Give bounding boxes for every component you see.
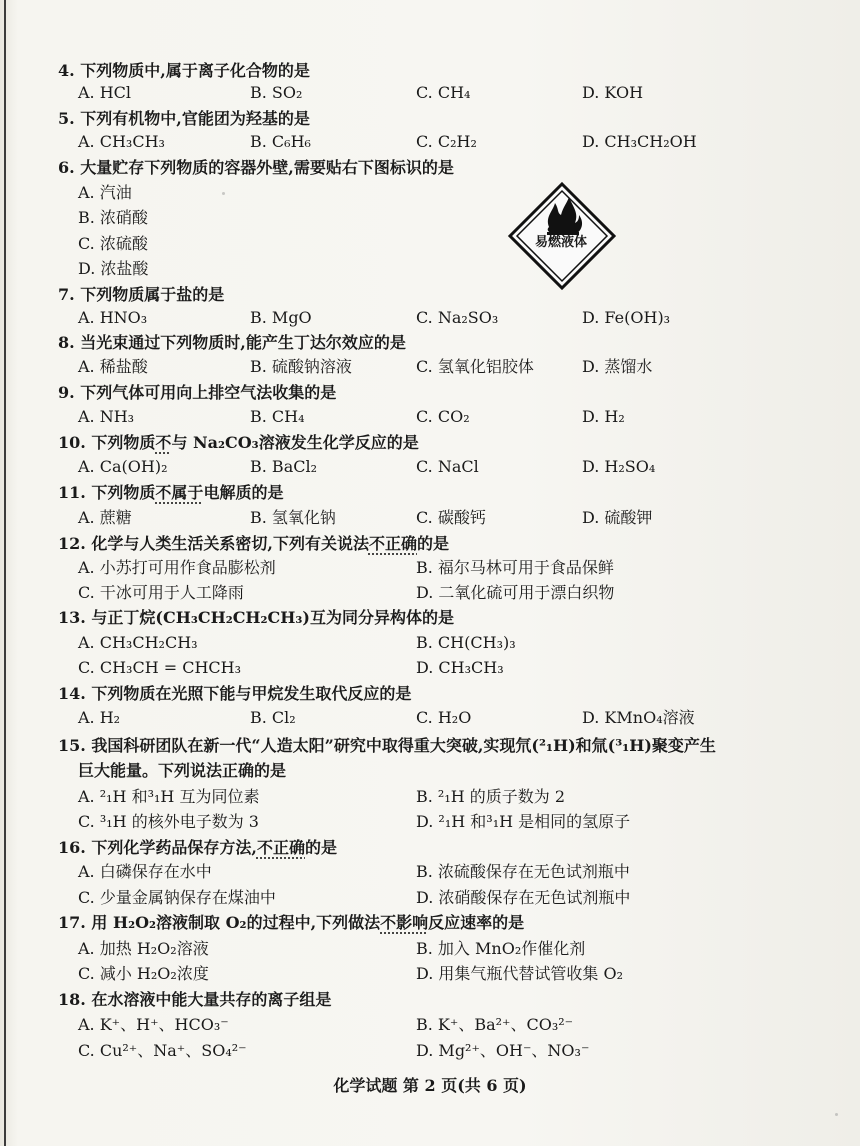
paper-speck bbox=[835, 1113, 838, 1116]
option-d: D. CH₃CH₂OH bbox=[582, 132, 697, 151]
option-b: B. MgO bbox=[250, 308, 312, 327]
option-b: B. BaCl₂ bbox=[250, 457, 317, 476]
question-18-options-row1 bbox=[58, 1013, 838, 1037]
option-d: D. 浓盐酸 bbox=[78, 259, 149, 278]
emphasis-text: 不属于 bbox=[155, 483, 204, 502]
option-a: A. CH₃CH₂CH₃ bbox=[78, 633, 198, 652]
question-13-stem: 13. 与正丁烷(CH₃CH₂CH₂CH₃)互为同分异构体的是 bbox=[58, 608, 454, 627]
option-c: C. 氢氧化铝胶体 bbox=[416, 357, 534, 376]
option-d: D. KOH bbox=[582, 83, 644, 102]
option-a: A. 加热 H₂O₂溶液 bbox=[78, 939, 209, 958]
stem-text: 与 Na₂CO₃溶液发生化学反应的是 bbox=[171, 433, 419, 452]
option-c: C. Cu²⁺、Na⁺、SO₄²⁻ bbox=[78, 1041, 247, 1060]
option-a: A. HCl bbox=[78, 83, 132, 102]
emphasis-text: 不影响 bbox=[380, 913, 429, 932]
option-d: D. Fe(OH)₃ bbox=[582, 308, 671, 327]
question-15-stem-line2: 巨大能量。下列说法正确的是 bbox=[78, 761, 287, 780]
option-a: A. 白磷保存在水中 bbox=[78, 862, 212, 881]
question-5-stem: 5. 下列有机物中,官能团为羟基的是 bbox=[58, 109, 310, 128]
question-14-options bbox=[58, 706, 838, 730]
question-6-stem: 6. 大量贮存下列物质的容器外壁,需要贴右下图标识的是 bbox=[58, 158, 454, 177]
question-9-options bbox=[58, 405, 838, 429]
option-d: D. 硫酸钾 bbox=[582, 508, 653, 527]
option-a: A. Ca(OH)₂ bbox=[78, 457, 168, 476]
option-b: B. CH(CH₃)₃ bbox=[416, 633, 516, 652]
option-c: C. 减小 H₂O₂浓度 bbox=[78, 964, 209, 983]
option-a: A. HNO₃ bbox=[78, 308, 148, 327]
option-c: C. Na₂SO₃ bbox=[416, 308, 499, 327]
question-14-stem: 14. 下列物质在光照下能与甲烷发生取代反应的是 bbox=[58, 684, 412, 703]
option-d: D. KMnO₄溶液 bbox=[582, 708, 695, 727]
question-8-options bbox=[58, 355, 838, 379]
option-d: D. 用集气瓶代替试管收集 O₂ bbox=[416, 964, 624, 983]
question-6-option-a bbox=[58, 181, 838, 205]
option-b: B. 浓硝酸 bbox=[78, 208, 148, 227]
question-18-options-row2 bbox=[58, 1039, 838, 1063]
option-d: D. ²₁H 和³₁H 是相同的氢原子 bbox=[416, 812, 631, 831]
question-6-option-d bbox=[58, 257, 838, 281]
stem-text: 17. 用 H₂O₂溶液制取 O₂的过程中,下列做法 bbox=[58, 913, 381, 932]
option-b: B. K⁺、Ba²⁺、CO₃²⁻ bbox=[416, 1015, 574, 1034]
option-a: A. ²₁H 和³₁H 互为同位素 bbox=[78, 787, 260, 806]
question-10-stem bbox=[58, 431, 419, 455]
option-c: C. NaCl bbox=[416, 457, 479, 476]
option-c: C. ³₁H 的核外电子数为 3 bbox=[78, 812, 259, 831]
stem-text: 反应速率的是 bbox=[428, 913, 525, 932]
option-b: B. 福尔马林可用于食品保鲜 bbox=[416, 558, 614, 577]
option-b: B. C₆H₆ bbox=[250, 132, 311, 151]
question-5-options bbox=[58, 130, 838, 154]
question-16-options-row1 bbox=[58, 860, 838, 884]
question-6-option-c bbox=[58, 232, 838, 256]
question-4-stem: 4. 下列物质中,属于离子化合物的是 bbox=[58, 61, 310, 80]
option-d: D. 浓硝酸保存在无色试剂瓶中 bbox=[416, 888, 631, 907]
option-c: C. CO₂ bbox=[416, 407, 470, 426]
question-17-stem bbox=[58, 911, 524, 935]
question-13-options-row1 bbox=[58, 631, 838, 655]
question-12-options-row2 bbox=[58, 581, 838, 605]
option-c: C. H₂O bbox=[416, 708, 472, 727]
option-b: B. 浓硫酸保存在无色试剂瓶中 bbox=[416, 862, 630, 881]
question-17-options-row1 bbox=[58, 937, 838, 961]
option-b: B. 加入 MnO₂作催化剂 bbox=[416, 939, 586, 958]
option-b: B. 氢氧化钠 bbox=[250, 508, 336, 527]
question-6-option-b bbox=[58, 206, 838, 230]
stem-text: 11. 下列物质 bbox=[58, 483, 156, 502]
question-16-options-row2 bbox=[58, 886, 838, 910]
emphasis-text: 不正确 bbox=[368, 534, 417, 553]
page-edge-line bbox=[4, 0, 6, 1146]
option-c: C. CH₃CH = CHCH₃ bbox=[78, 658, 242, 677]
option-c: C. 干冰可用于人工降雨 bbox=[78, 583, 244, 602]
question-13-options-row2 bbox=[58, 656, 838, 680]
option-a: A. K⁺、H⁺、HCO₃⁻ bbox=[78, 1015, 229, 1034]
question-12-stem bbox=[58, 532, 449, 556]
option-b: B. CH₄ bbox=[250, 407, 305, 426]
question-8-stem: 8. 当光束通过下列物质时,能产生丁达尔效应的是 bbox=[58, 333, 406, 352]
option-a: A. H₂ bbox=[78, 708, 121, 727]
question-15-options-row1 bbox=[58, 785, 838, 809]
stem-text: 的是 bbox=[305, 838, 338, 857]
stem-text: 12. 化学与人类生活关系密切,下列有关说法 bbox=[58, 534, 369, 553]
option-b: B. 硫酸钠溶液 bbox=[250, 357, 352, 376]
stem-text: 的是 bbox=[417, 534, 450, 553]
option-d: D. Mg²⁺、OH⁻、NO₃⁻ bbox=[416, 1041, 590, 1060]
page-footer: 化学试题 第 2 页(共 6 页) bbox=[333, 1076, 527, 1095]
emphasis-text: 不 bbox=[155, 433, 172, 452]
question-12-options-row1 bbox=[58, 556, 838, 580]
stem-text: 10. 下列物质 bbox=[58, 433, 156, 452]
question-4-options bbox=[58, 81, 838, 105]
emphasis-text: 不正确 bbox=[256, 838, 305, 857]
option-b: B. SO₂ bbox=[250, 83, 303, 102]
option-c: C. 少量金属钠保存在煤油中 bbox=[78, 888, 276, 907]
option-b: B. ²₁H 的质子数为 2 bbox=[416, 787, 566, 806]
option-a: A. 稀盐酸 bbox=[78, 357, 148, 376]
option-a: A. CH₃CH₃ bbox=[78, 132, 165, 151]
option-c: C. 浓硫酸 bbox=[78, 234, 148, 253]
option-c: C. C₂H₂ bbox=[416, 132, 477, 151]
question-18-stem: 18. 在水溶液中能大量共存的离子组是 bbox=[58, 990, 332, 1009]
option-c: C. CH₄ bbox=[416, 83, 471, 102]
question-7-options bbox=[58, 306, 838, 330]
sign-label: 易燃液体 bbox=[534, 235, 587, 250]
option-b: B. Cl₂ bbox=[250, 708, 296, 727]
option-d: D. H₂SO₄ bbox=[582, 457, 656, 476]
question-9-stem: 9. 下列气体可用向上排空气法收集的是 bbox=[58, 383, 337, 402]
question-15-options-row2 bbox=[58, 810, 838, 834]
question-11-stem bbox=[58, 481, 283, 505]
option-a: A. 汽油 bbox=[78, 183, 132, 202]
paper-speck bbox=[222, 192, 225, 195]
option-d: D. 蒸馏水 bbox=[582, 357, 653, 376]
option-d: D. CH₃CH₃ bbox=[416, 658, 504, 677]
question-17-options-row2 bbox=[58, 962, 838, 986]
option-c: C. 碳酸钙 bbox=[416, 508, 486, 527]
question-11-options bbox=[58, 506, 838, 530]
question-7-stem: 7. 下列物质属于盐的是 bbox=[58, 285, 225, 304]
option-a: A. 蔗糖 bbox=[78, 508, 132, 527]
question-16-stem bbox=[58, 836, 337, 860]
option-a: A. 小苏打可用作食品膨松剂 bbox=[78, 558, 276, 577]
option-d: D. 二氧化硫可用于漂白织物 bbox=[416, 583, 615, 602]
question-15-stem-line1: 15. 我国科研团队在新一代“人造太阳”研究中取得重大突破,实现氘(²₁H)和氚(³₁H)聚变产生 bbox=[58, 736, 716, 755]
question-10-options bbox=[58, 455, 838, 479]
option-d: D. H₂ bbox=[582, 407, 625, 426]
stem-text: 16. 下列化学药品保存方法, bbox=[58, 838, 257, 857]
stem-text: 电解质的是 bbox=[203, 483, 284, 502]
option-a: A. NH₃ bbox=[78, 407, 135, 426]
